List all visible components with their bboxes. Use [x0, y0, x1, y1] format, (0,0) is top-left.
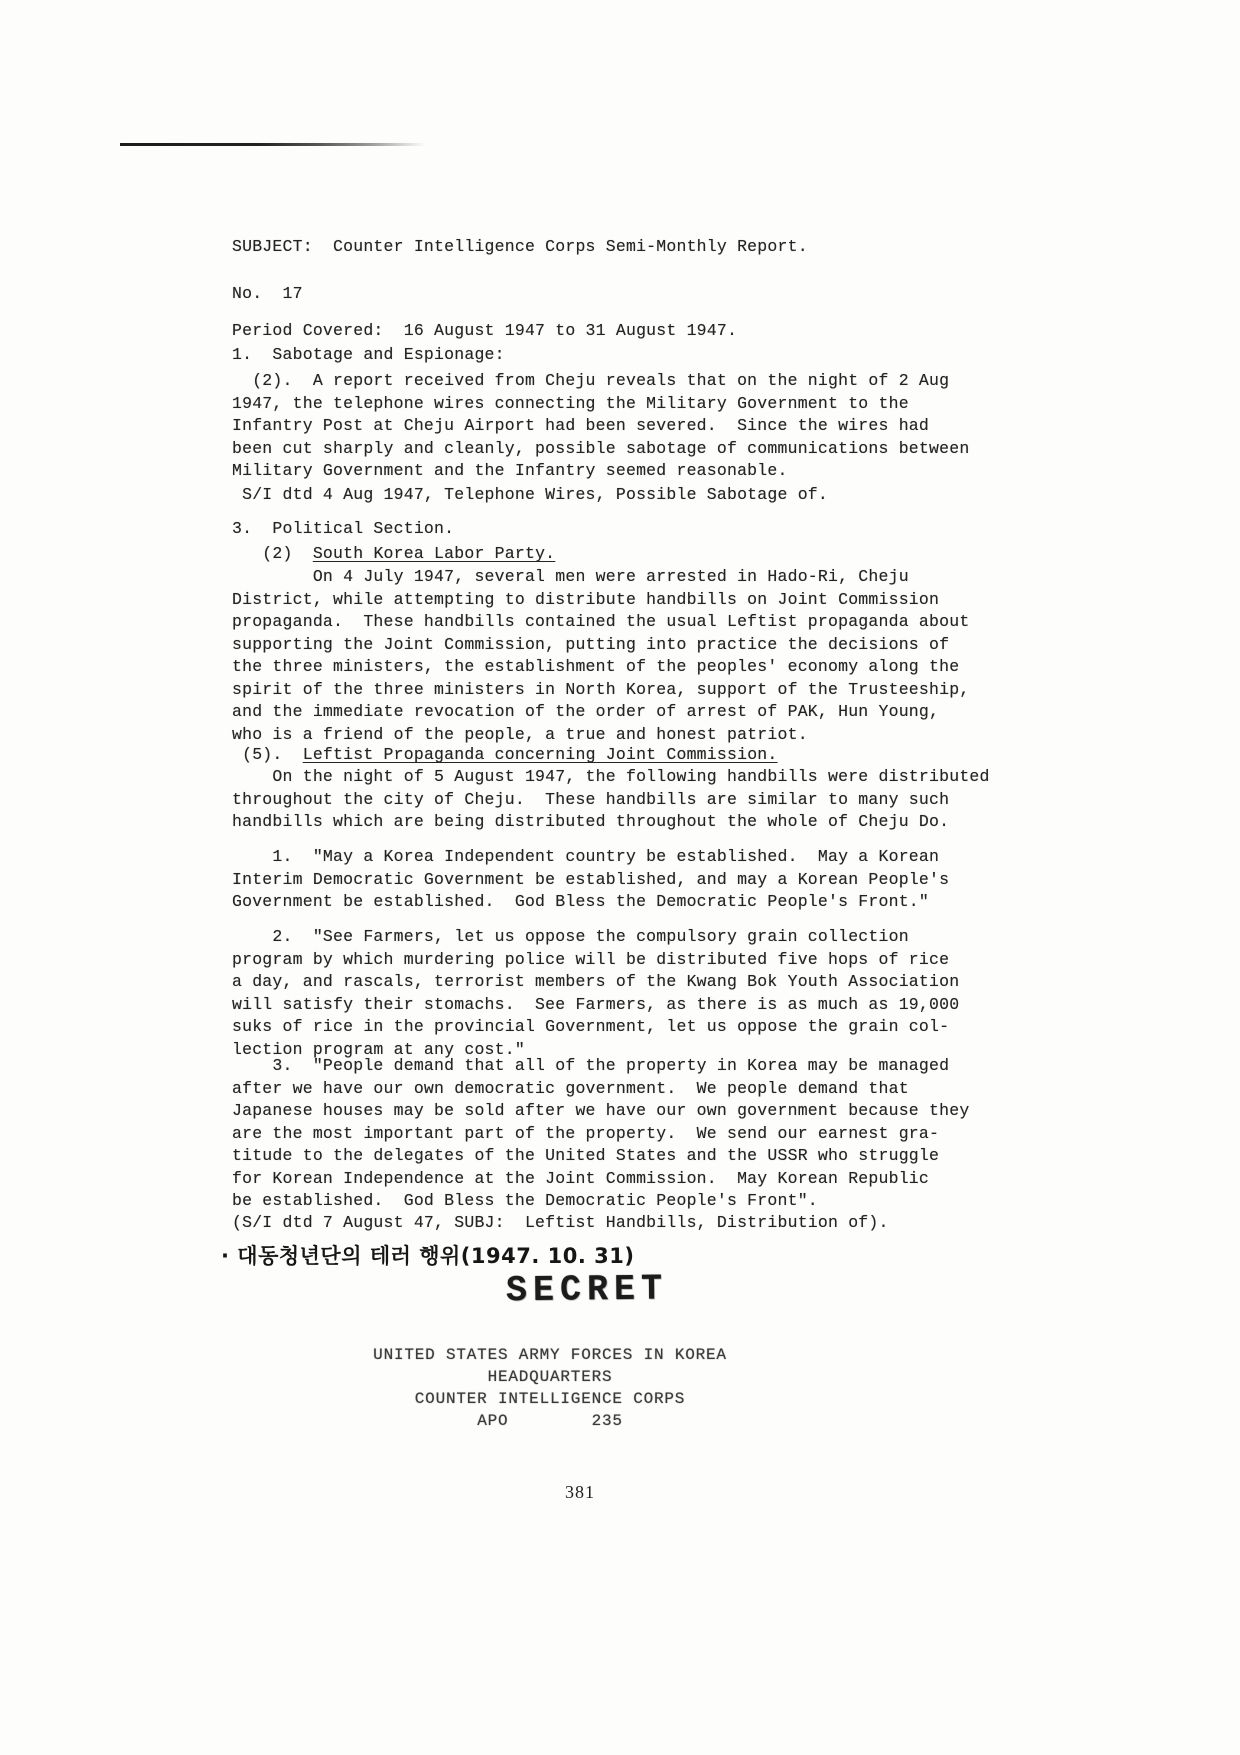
hq-line-apo: APO 235: [477, 1412, 623, 1430]
text-line: Infantry Post at Cheju Airport had been severed. Since the wires had: [232, 416, 930, 435]
text-line: after we have our own democratic government. We people demand that: [232, 1078, 909, 1098]
report-number-line: [232, 283, 303, 306]
text-line: Government be established. God Bless the Democratic People's Front.": [232, 892, 930, 911]
text-line: a day, and rascals, terrorist members of the Kwang Bok Youth Association: [232, 972, 960, 991]
night-handbills-paragraph: [232, 766, 990, 834]
text-line: been cut sharply and cleanly, possible sabotage of communications between: [232, 438, 970, 458]
secret-stamp: SECRET: [505, 1268, 669, 1312]
si-reference-2: [232, 1212, 889, 1235]
handbill-item-1: [232, 846, 949, 914]
text-line: [232, 543, 555, 566]
si-reference-1: [232, 484, 828, 507]
text-line: (2). A report received from Cheju reveals that on the night of 2 Aug: [232, 371, 950, 390]
plain-text: (5).: [232, 745, 303, 764]
hq-block: [300, 1344, 800, 1432]
underlined-text: Leftist Propaganda concerning Joint Commission.: [302, 745, 778, 764]
leftist-propaganda-heading: [232, 744, 778, 767]
labor-party-paragraph: [232, 566, 969, 746]
text-line: No. 17: [232, 284, 303, 303]
text-line: lection program at any cost.": [232, 1039, 525, 1059]
text-line: [232, 744, 778, 767]
hq-line-cic: COUNTER INTELLIGENCE CORPS: [414, 1390, 686, 1408]
underlined-text: South Korea Labor Party.: [312, 544, 556, 563]
text-line: titude to the delegates of the United States and the USSR who struggle: [232, 1146, 940, 1165]
text-line: 1. Sabotage and Espionage:: [232, 345, 505, 364]
text-line: Japanese houses may be sold after we have our own government because they: [232, 1101, 970, 1120]
text-line: for Korean Independence at the Joint Commission. May Korean Republic: [232, 1168, 930, 1188]
text-line: and the immediate revocation of the order of arrest of PAK, Hun Young,: [232, 702, 940, 721]
hq-line-headquarters: HEADQUARTERS: [487, 1368, 613, 1386]
text-line: supporting the Joint Commission, putting into practice the decisions of: [232, 634, 950, 654]
text-line: will satisfy their stomachs. See Farmers, as there is as much as 19,000: [232, 994, 960, 1014]
text-line: handbills which are being distributed throughout the whole of Cheju Do.: [232, 812, 950, 831]
labor-party-heading: [232, 543, 555, 566]
text-line: (S/I dtd 7 August 47, SUBJ: Leftist Handbills, Distribution of).: [232, 1213, 889, 1232]
text-line: Period Covered: 16 August 1947 to 31 August 1947.: [232, 321, 738, 340]
text-line: throughout the city of Cheju. These handbills are similar to many such: [232, 789, 950, 809]
political-section-heading: [232, 518, 454, 541]
text-line: the three ministers, the establishment of the peoples' economy along the: [232, 657, 960, 676]
text-line: propaganda. These handbills contained the usual Leftist propaganda about: [232, 612, 970, 631]
sabotage-section-heading: [232, 344, 505, 367]
text-line: S/I dtd 4 Aug 1947, Telephone Wires, Possible Sabotage of.: [232, 485, 828, 504]
text-line: 3. "People demand that all of the property in Korea may be managed: [232, 1056, 950, 1075]
text-line: be established. God Bless the Democratic People's Front".: [232, 1191, 818, 1210]
handbill-item-2: [232, 926, 959, 1061]
header-rule: [120, 143, 425, 146]
handbill-item-3: [232, 1055, 969, 1213]
text-line: are the most important part of the property. We send our earnest gra-: [232, 1123, 940, 1143]
text-line: District, while attempting to distribute handbills on Joint Commission: [232, 589, 940, 609]
text-line: SUBJECT: Counter Intelligence Corps Semi-Monthly Report.: [232, 237, 808, 256]
subject-line: [232, 236, 808, 259]
text-line: On 4 July 1947, several men were arrested in Hado-Ri, Cheju: [232, 567, 909, 586]
text-line: program by which murdering police will be distributed five hops of rice: [232, 949, 950, 969]
text-line: suks of rice in the provincial Government, let us oppose the grain col-: [232, 1017, 950, 1036]
hq-line-army-forces: UNITED STATES ARMY FORCES IN KOREA: [373, 1346, 727, 1364]
sabotage-paragraph: [232, 370, 969, 483]
page-number: 381: [565, 1482, 595, 1502]
period-covered-line: [232, 320, 737, 343]
text-line: On the night of 5 August 1947, the following handbills were distributed: [232, 767, 990, 786]
text-line: 1947, the telephone wires connecting the Military Government to the: [232, 393, 909, 413]
text-line: 3. Political Section.: [232, 519, 455, 538]
text-line: spirit of the three ministers in North Korea, support of the Trusteeship,: [232, 679, 970, 699]
text-line: Interim Democratic Government be established, and may a Korean People's: [232, 869, 950, 889]
text-line: 2. "See Farmers, let us oppose the compulsory grain collection: [232, 927, 909, 946]
text-line: who is a friend of the people, a true and honest patriot.: [232, 724, 808, 744]
plain-text: (2): [232, 544, 313, 563]
text-line: Military Government and the Infantry seemed reasonable.: [232, 461, 788, 480]
text-line: 1. "May a Korea Independent country be established. May a Korean: [232, 847, 940, 866]
korean-annotation: · 대동청년단의 테러 행위(1947. 10. 31): [221, 1244, 635, 1268]
